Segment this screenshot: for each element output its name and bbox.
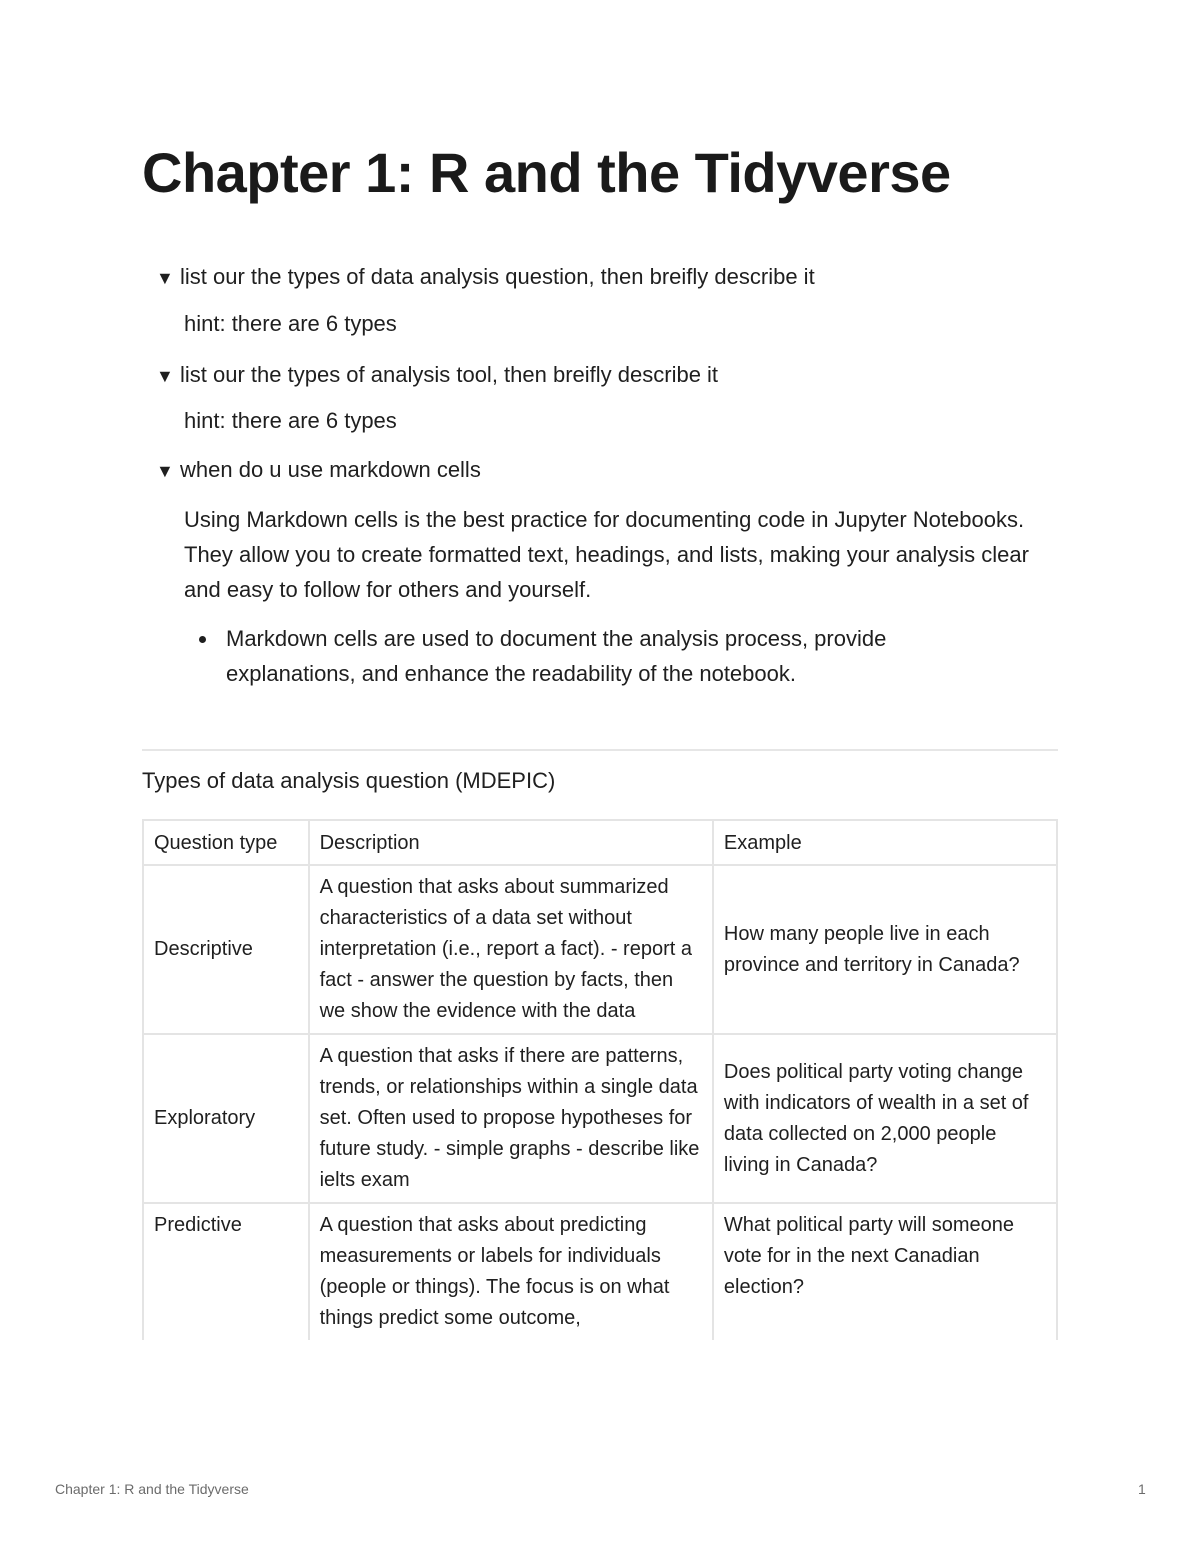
column-header-description: Description: [309, 820, 713, 865]
list-item-text: Markdown cells are used to document the analysis process, provide explanations, and enhance the readability of the notebook.: [226, 626, 887, 686]
toggle-answer-text: Using Markdown cells is the best practice for documenting code in Jupyter Notebooks. They allow you to create formatted text, headings, and lists, making your analysis clear and easy to follow for others and yourself.: [184, 507, 1029, 602]
cell-example: Does political party voting change with indicators of wealth in a set of data collected on 2,000 people living in Canada?: [713, 1034, 1057, 1203]
cell-question-type: Exploratory: [143, 1034, 309, 1203]
toggle-label: when do u use markdown cells: [180, 457, 481, 482]
bullet-list: [196, 621, 1016, 691]
cell-description: A question that asks if there are patterns, trends, or relationships within a single data set. Often used to propose hypotheses for future study. - simple graphs - describe like ielts exam: [309, 1034, 713, 1203]
question-types-table: [142, 819, 1058, 1340]
cell-example: What political party will someone vote for in the next Canadian election?: [713, 1203, 1057, 1340]
column-header-example: Example: [713, 820, 1057, 865]
table-row: [143, 1203, 1057, 1340]
table-header-row: [143, 820, 1057, 865]
page-number: 1: [1138, 1481, 1146, 1497]
footer-title: Chapter 1: R and the Tidyverse: [55, 1481, 249, 1497]
table-row: [143, 865, 1057, 1034]
bullet-icon: [199, 636, 206, 643]
toggle-label: list our the types of analysis tool, then breifly describe it: [180, 362, 719, 387]
cell-question-type: Descriptive: [143, 865, 309, 1034]
toggle-data-analysis-question-types[interactable]: [156, 264, 815, 291]
list-item: [196, 621, 1016, 691]
cell-question-type: Predictive: [143, 1203, 309, 1340]
page-title: Chapter 1: R and the Tidyverse: [142, 141, 951, 204]
table-caption: Types of data analysis question (MDEPIC): [142, 768, 556, 793]
toggle-hint: hint: there are 6 types: [184, 311, 397, 336]
column-header-question-type: Question type: [143, 820, 309, 865]
cell-description: A question that asks about predicting measurements or labels for individuals (people or things). The focus is on what things predict some outcome,: [309, 1203, 713, 1340]
cell-example: How many people live in each province and territory in Canada?: [713, 865, 1057, 1034]
cell-description: A question that asks about summarized characteristics of a data set without interpretation (i.e., report a fact). - report a fact - answer the question by facts, then we show the evidence with the data: [309, 865, 713, 1034]
toggle-hint: hint: there are 6 types: [184, 408, 397, 433]
toggle-label: list our the types of data analysis question, then breifly describe it: [180, 264, 815, 289]
toggle-arrow-icon[interactable]: ▼: [156, 366, 174, 386]
toggle-arrow-icon[interactable]: ▼: [156, 461, 174, 481]
toggle-analysis-tool-types[interactable]: [156, 362, 718, 389]
page-break-mask: [130, 1411, 1070, 1471]
divider: [142, 749, 1058, 751]
toggle-arrow-icon[interactable]: ▼: [156, 268, 174, 288]
toggle-markdown-cells[interactable]: [156, 457, 481, 484]
table-row: [143, 1034, 1057, 1203]
